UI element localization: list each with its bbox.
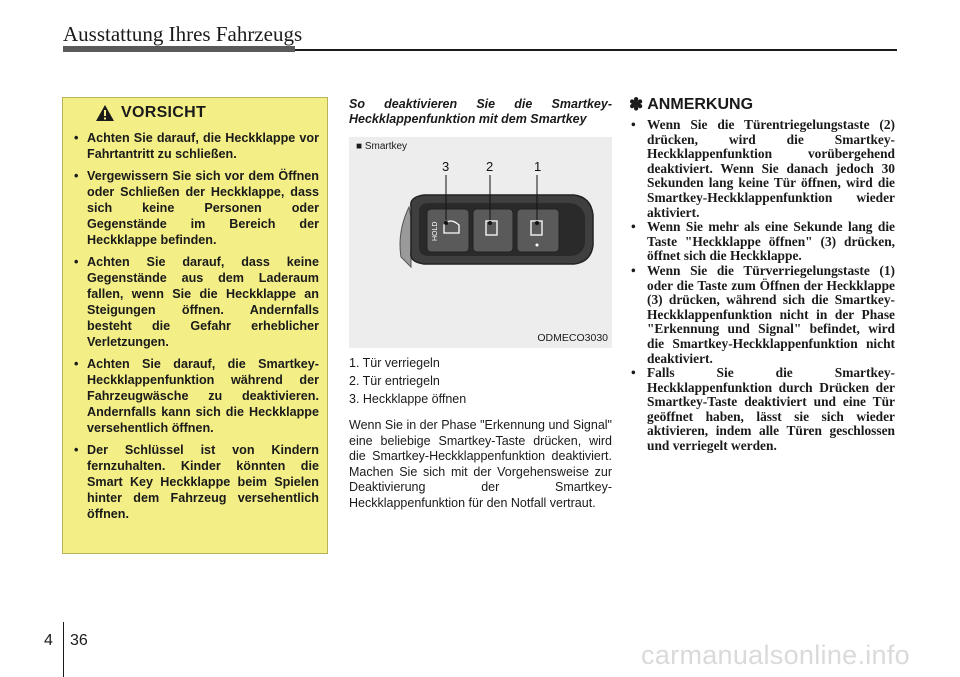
warning-icon — [95, 104, 115, 122]
list-item: 3. Heckklappe öffnen — [349, 392, 467, 406]
caution-box — [62, 97, 328, 554]
note-header — [629, 95, 895, 115]
note-item: • Falls Sie die Smartkey-Heckklappenfunktion durch Drücken der Smartkey-Taste deaktiviert und eine Tür geöffnet haben, lässt sie sich wieder aktivieren, indem alle Türen geschlossen und verriegelt werden. — [629, 366, 895, 454]
page-header-title: Ausstattung Ihres Fahrzeugs — [63, 22, 303, 46]
caution-item: • Der Schlüssel ist von Kindern fernzuhalten. Kinder könnten die Smart Key Heckklappe beim Spielen hinter dem Fahrzeug versehentlich öffnen. — [71, 442, 319, 522]
figure-label: ■ Smartkey — [356, 141, 408, 152]
page-number: 36 — [70, 632, 88, 649]
middle-column — [349, 97, 612, 512]
caution-list — [71, 130, 319, 522]
smartkey-figure — [349, 137, 612, 348]
note-item: • Wenn Sie die Türverriegelungstaste (1) oder die Taste zum Öffnen der Heckklappe (3) drücken, während sich die Smartkey-Heckklappenfunktion nicht in der Phase "Erkennung und Signal" befindet, wird die Smartkey-Heckklappenfunktion nicht deaktiviert. — [629, 264, 895, 366]
smartkey-illustration — [349, 137, 612, 348]
chapter-number: 4 — [44, 632, 53, 649]
footer-divider — [63, 622, 64, 677]
list-item: 2. Tür entriegeln — [349, 374, 440, 388]
caution-item: • Achten Sie darauf, die Smartkey-Heckklappenfunktion während der Fahrzeugwäsche zu deaktivieren. Andernfalls kann sich die Heckklappe versehentlich öffnen. — [71, 356, 319, 436]
figure-code: ODMECO3030 — [537, 332, 608, 344]
caution-item: • Achten Sie darauf, dass keine Gegenstände aus dem Laderaum fallen, wenn Sie die Heckklappe an Steigungen öffnen. Andernfalls besteht die Gefahr erheblicher Verletzungen. — [71, 254, 319, 350]
note-list — [629, 118, 895, 454]
body-paragraph: Wenn Sie in der Phase "Erkennung und Signal" eine beliebige Smartkey-Taste drücken, wird die Smartkey-Heckklappenfunktion deaktiviert. Machen Sie sich mit der Vorgehensweise zur Deaktivierung der Smartkey-Heckklappenfunktion für den Notfall vertraut. — [349, 418, 612, 510]
callout-2: 2 — [486, 159, 494, 174]
note-star-icon: ✽ — [629, 95, 644, 114]
key-hold-label: HOLD — [432, 221, 439, 241]
callout-1: 1 — [534, 159, 542, 174]
caution-item: • Vergewissern Sie sich vor dem Öffnen oder Schließen der Heckklappe, dass sich keine Personen oder Gegenstände im Bereich der Heckklappe befinden. — [71, 168, 319, 248]
caution-item: • Achten Sie darauf, die Heckklappe vor Fahrtantritt zu schließen. — [71, 130, 319, 162]
callout-3: 3 — [442, 159, 450, 174]
note-column — [629, 95, 895, 454]
caution-header — [95, 104, 319, 122]
note-title: ANMERKUNG — [647, 96, 754, 113]
section-heading: So deaktivieren Sie die Smartkey-Heckklappenfunktion mit dem Smartkey — [349, 97, 612, 126]
header-accent-bar — [63, 46, 295, 52]
watermark: carmanualsonline.info — [641, 640, 910, 670]
caution-title: VORSICHT — [121, 104, 207, 121]
list-item: 1. Tür verriegeln — [349, 356, 440, 370]
note-item: • Wenn Sie die Türentriegelungstaste (2) drücken, wird die Smartkey-Heckklappenfunktion vorübergehend deaktiviert. Wenn Sie danach jedoch 30 Sekunden lang keine Tür öffnen, wird die Smartkey-Heckklappenfunktion wieder aktiviert. — [629, 118, 895, 220]
note-item: • Wenn Sie mehr als eine Sekunde lang die Taste "Heckklappe öffnen" (3) drücken, öffnet sich die Heckklappe. — [629, 220, 895, 264]
button-list — [349, 354, 612, 408]
